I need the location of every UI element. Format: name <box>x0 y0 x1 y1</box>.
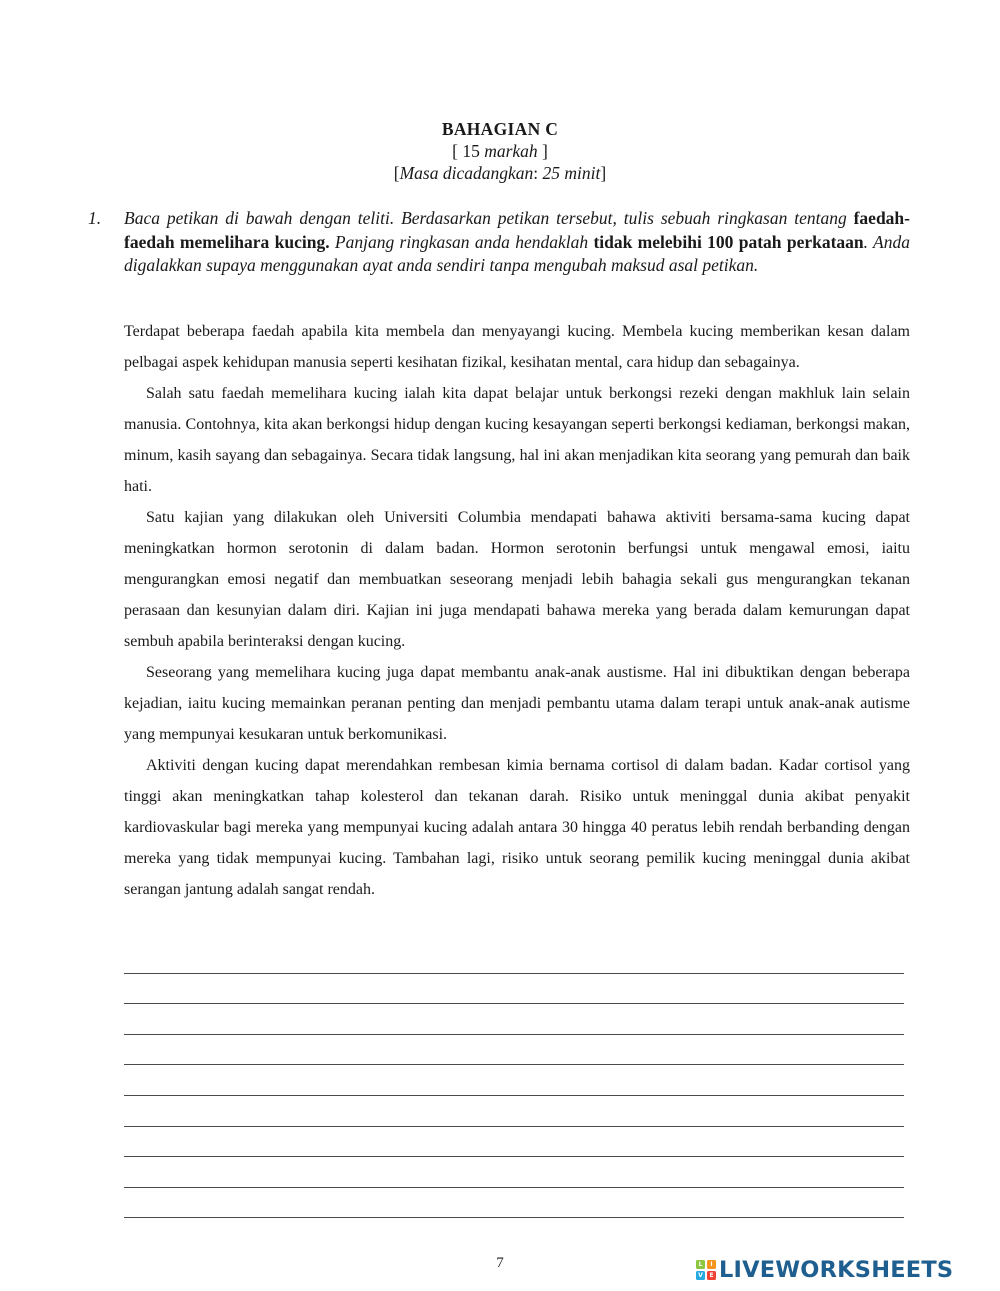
paragraph-1: Terdapat beberapa faedah apabila kita membela dan menyayangi kucing. Membela kucing memberikan kesan dalam pelbagai aspek kehidupan manusia seperti kesihatan fizikal, kesihatan mental, cara hidup dan sebagainya. <box>124 323 910 371</box>
page-number: 7 <box>496 1255 504 1271</box>
answer-line[interactable] <box>124 1004 904 1035</box>
question-number: 1. <box>88 208 102 228</box>
answer-lines[interactable] <box>124 943 904 1218</box>
answer-line[interactable] <box>124 1096 904 1127</box>
logo-block: I <box>707 1260 716 1269</box>
answer-line[interactable] <box>124 943 904 974</box>
answer-line[interactable] <box>124 1157 904 1188</box>
answer-line[interactable] <box>124 1127 904 1158</box>
liveworksheets-logo <box>696 1256 953 1284</box>
paragraph-5: Aktiviti dengan kucing dapat merendahkan rembesan kimia bernama cortisol di dalam badan. Kadar cortisol yang tinggi akan meningkatkan tahap kolesterol dan tekanan darah. Risiko untuk meninggal dunia akibat penyakit kardiovaskular bagi mereka yang mempunyai kucing adalah antara 30 hingga 40 peratus lebih rendah berbanding dengan mereka yang tidak mempunyai kucing. Tambahan lagi, risiko untuk seorang pemilik kucing meninggal dunia akibat serangan jantung adalah sangat rendah. <box>124 757 910 898</box>
time-line: [Masa dicadangkan: 25 minit] <box>393 163 607 183</box>
paragraph-3: Satu kajian yang dilakukan oleh Universiti Columbia mendapati bahawa aktiviti bersama-sama kucing dapat meningkatkan hormon serotonin di dalam badan. Hormon serotonin berfungsi untuk mengawal emosi, iaitu mengurangkan emosi negatif dan membuatkan seseorang menjadi lebih bahagia sekali gus mengurangkan tekanan perasaan dan kesunyian dalam diri. Kajian ini juga mendapati bahawa mereka yang berada dalam kemurungan dapat sembuh apabila berinteraksi dengan kucing. <box>124 509 910 650</box>
answer-line[interactable] <box>124 1035 904 1066</box>
bahagian-title: BAHAGIAN C <box>441 119 559 139</box>
paragraph-4: Seseorang yang memelihara kucing juga dapat membantu anak-anak austisme. Hal ini dibuktikan dengan beberapa kejadian, iaitu kucing memainkan peranan penting dan menjadi pembantu utama dalam terapi untuk anak-anak autisme yang mempunyai kesukaran untuk berkomunikasi. <box>124 664 910 743</box>
liveworksheets-blocks-icon <box>696 1260 716 1280</box>
answer-line[interactable] <box>124 1188 904 1219</box>
logo-block: E <box>707 1271 716 1280</box>
instruction-text: Baca petikan di bawah dengan teliti. Berdasarkan petikan tersebut, tulis sebuah ringkasan tentang faedah-faedah memelihara kucing. Panjang ringkasan anda hendaklah tidak melebihi 100 patah perkataan. Anda digalakkan supaya menggunakan ayat anda sendiri tanpa mengubah maksud asal petikan. <box>124 208 910 275</box>
question-1 <box>88 207 910 278</box>
logo-block: V <box>696 1271 705 1280</box>
marks-line: [ 15 markah ] <box>452 141 548 161</box>
section-header <box>0 118 1000 184</box>
logo-block: L <box>696 1260 705 1269</box>
answer-line[interactable] <box>124 974 904 1005</box>
passage <box>124 316 910 905</box>
liveworksheets-wordmark: LIVEWORKSHEETS <box>719 1257 954 1283</box>
paragraph-2: Salah satu faedah memelihara kucing ialah kita dapat belajar untuk berkongsi rezeki dengan makhluk lain selain manusia. Contohnya, kita akan berkongsi hidup dengan kucing kesayangan seperti berkongsi kediaman, berkongsi makan, minum, kasih sayang dan sebagainya. Secara tidak langsung, hal ini akan menjadikan kita seorang yang pemurah dan baik hati. <box>124 385 910 495</box>
answer-line[interactable] <box>124 1065 904 1096</box>
